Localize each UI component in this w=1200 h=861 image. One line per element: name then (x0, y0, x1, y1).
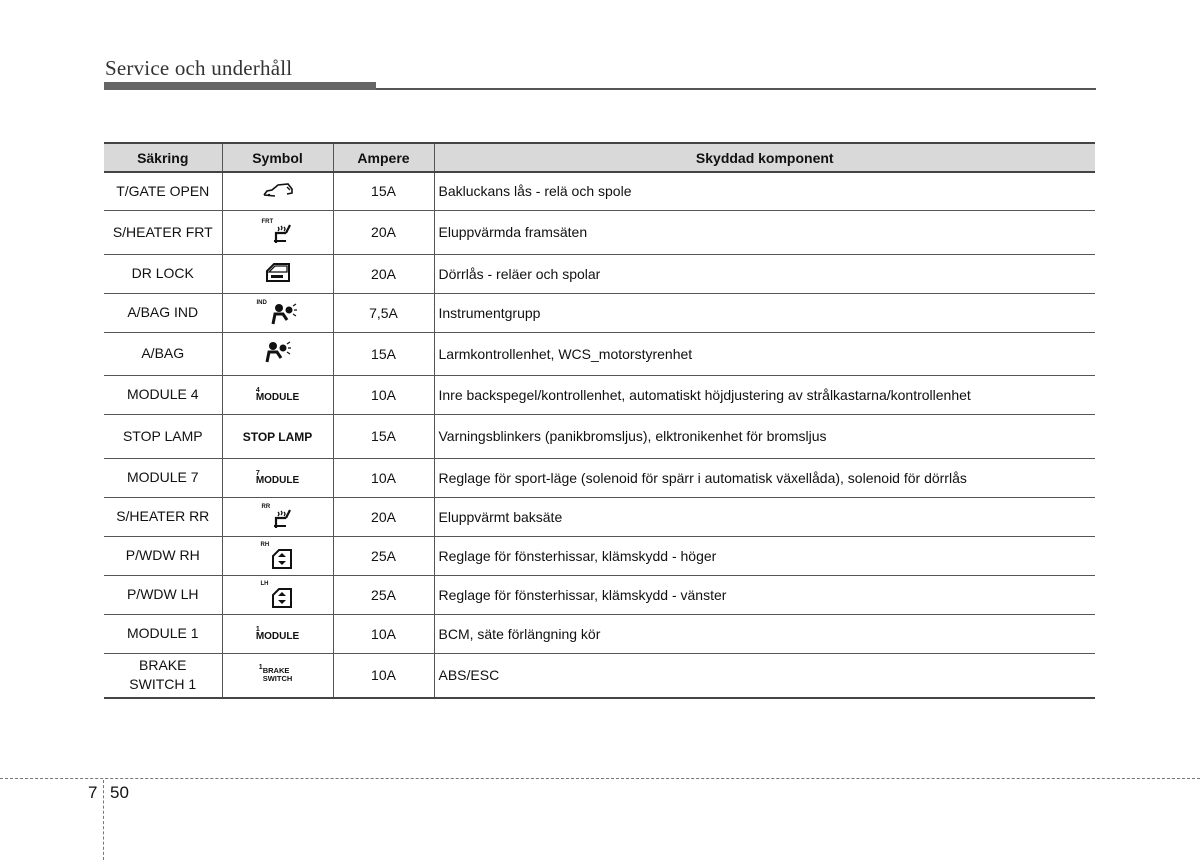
table-row (104, 458, 1095, 497)
airbag-icon (261, 340, 295, 367)
ampere-cell: 7,5A (333, 293, 434, 332)
footer-dashed-rule (0, 778, 1200, 779)
fuse-name-line2: SWITCH 1 (129, 676, 197, 693)
component-cell: Larmkontrollenhet, WCS_motorstyrenhet (434, 332, 1095, 375)
fuse-name-cell (104, 653, 222, 698)
component-cell: ABS/ESC (434, 653, 1095, 698)
brake-switch-1-symbol: 1 BRAKE SWITCH (258, 663, 293, 683)
stop-lamp-symbol: STOP LAMP (242, 430, 313, 444)
symbol-cell (222, 210, 333, 254)
component-cell: BCM, säte förlängning kör (434, 614, 1095, 653)
symbol-cell (222, 414, 333, 458)
ampere-cell: 25A (333, 536, 434, 575)
column-header-symbol: Symbol (222, 143, 333, 172)
footer-vertical-dashed-rule (103, 780, 104, 860)
module-7-symbol: 7 MODULE (255, 469, 300, 486)
fuse-name-cell: S/HEATER RR (104, 497, 222, 536)
fuse-name-cell: STOP LAMP (104, 414, 222, 458)
power-window-lh-icon: LH (261, 581, 295, 609)
ampere-cell: 10A (333, 458, 434, 497)
component-cell: Reglage för sport-läge (solenoid för spärr i automatisk växellåda), solenoid för dörrlås (434, 458, 1095, 497)
table-row (104, 254, 1095, 293)
power-window-rh-icon: RH (261, 542, 295, 570)
table-row (104, 293, 1095, 332)
symbol-cell (222, 332, 333, 375)
ampere-cell: 25A (333, 575, 434, 614)
fuse-table (104, 142, 1095, 699)
component-cell: Reglage för fönsterhissar, klämskydd - vänster (434, 575, 1095, 614)
fuse-name-cell: T/GATE OPEN (104, 172, 222, 210)
component-cell: Eluppvärmt baksäte (434, 497, 1095, 536)
component-cell: Reglage för fönsterhissar, klämskydd - höger (434, 536, 1095, 575)
door-lock-icon (264, 261, 292, 286)
page-number: 50 (110, 783, 129, 802)
component-cell: Varningsblinkers (panikbromsljus), elktronikenhet för bromsljus (434, 414, 1095, 458)
ampere-cell: 10A (333, 375, 434, 414)
tailgate-icon (261, 181, 295, 202)
airbag-indicator-icon: IND (257, 300, 299, 326)
table-row (104, 332, 1095, 375)
component-cell: Instrumentgrupp (434, 293, 1095, 332)
component-cell: Dörrlås - reläer och spolar (434, 254, 1095, 293)
symbol-cell (222, 497, 333, 536)
component-cell: Bakluckans lås - relä och spole (434, 172, 1095, 210)
ampere-cell: 20A (333, 254, 434, 293)
module-4-symbol: 4 MODULE (255, 386, 300, 403)
symbol-cell (222, 375, 333, 414)
column-header-component: Skyddad komponent (434, 143, 1095, 172)
symbol-cell (222, 575, 333, 614)
ampere-cell: 15A (333, 332, 434, 375)
table-row (104, 414, 1095, 458)
table-header-row (104, 143, 1095, 172)
header-rule-thin (376, 88, 1096, 90)
column-header-ampere: Ampere (333, 143, 434, 172)
ampere-cell: 15A (333, 172, 434, 210)
table-row (104, 497, 1095, 536)
ampere-cell: 10A (333, 653, 434, 698)
symbol-cell (222, 254, 333, 293)
fuse-name-cell: P/WDW LH (104, 575, 222, 614)
table-row (104, 375, 1095, 414)
table-row (104, 172, 1095, 210)
column-header-fuse: Säkring (104, 143, 222, 172)
symbol-cell (222, 293, 333, 332)
ampere-cell: 10A (333, 614, 434, 653)
table-row (104, 614, 1095, 653)
fuse-name-cell: MODULE 1 (104, 614, 222, 653)
seat-heater-rear-icon: RR (262, 504, 294, 530)
symbol-cell (222, 458, 333, 497)
symbol-cell (222, 172, 333, 210)
ampere-cell: 15A (333, 414, 434, 458)
symbol-cell (222, 614, 333, 653)
module-1-symbol: 1 MODULE (255, 625, 300, 642)
component-cell: Eluppvärmda framsäten (434, 210, 1095, 254)
table-row (104, 210, 1095, 254)
ampere-cell: 20A (333, 210, 434, 254)
page-header-title: Service och underhåll (105, 56, 293, 80)
seat-heater-front-icon: FRT (262, 219, 294, 245)
ampere-cell: 20A (333, 497, 434, 536)
header-rule-thick (104, 82, 376, 90)
symbol-cell (222, 653, 333, 698)
fuse-name-cell: A/BAG IND (104, 293, 222, 332)
symbol-cell (222, 536, 333, 575)
fuse-name-cell: A/BAG (104, 332, 222, 375)
fuse-name-cell: DR LOCK (104, 254, 222, 293)
fuse-name-cell: MODULE 4 (104, 375, 222, 414)
table-row (104, 653, 1095, 698)
fuse-name-line1: BRAKE (139, 657, 187, 674)
chapter-number: 7 (88, 783, 98, 802)
table-row (104, 575, 1095, 614)
fuse-name-cell: S/HEATER FRT (104, 210, 222, 254)
fuse-name-cell: P/WDW RH (104, 536, 222, 575)
component-cell: Inre backspegel/kontrollenhet, automatiskt höjdjustering av strålkastarna/kontrollenhet (434, 375, 1095, 414)
table-row (104, 536, 1095, 575)
fuse-name-cell: MODULE 7 (104, 458, 222, 497)
